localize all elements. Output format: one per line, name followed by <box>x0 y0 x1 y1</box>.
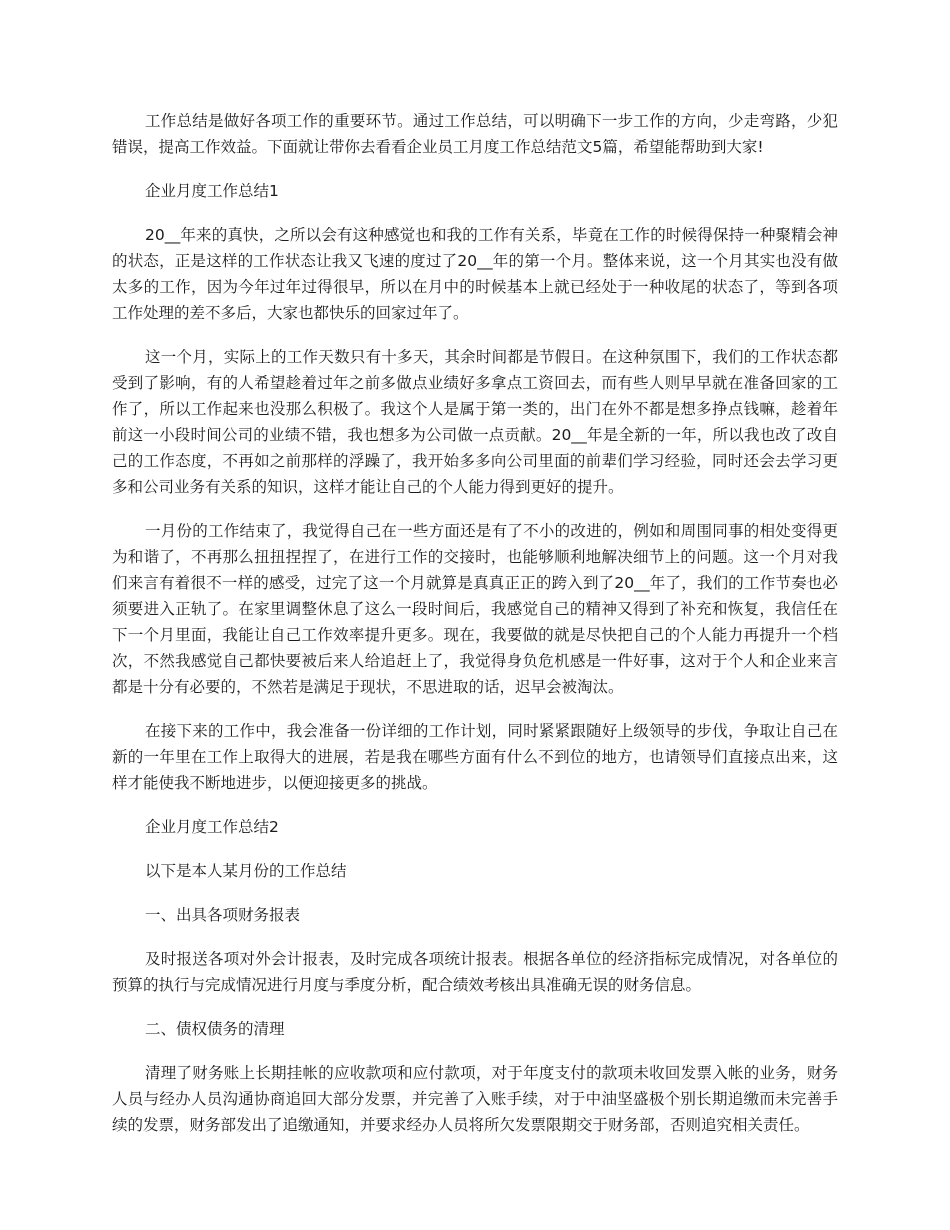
subsection-title: 二、债权债务的清理 <box>145 1020 285 1038</box>
body-paragraph: 20__年来的真快，之所以会有这种感觉也和我的工作有关系，毕竟在工作的时候得保持一种聚精会神的状态，正是这样的工作状态让我又飞速的度过了20__年的第一个月。整体来说，这一个月其实也没有做太多的工作，因为今年过年过得很早，所以在月中的时候基本上就已经处于一种收尾的状态了，等到各项工作处理的差不多后，大家也都快乐的回家过年了。 <box>112 226 838 322</box>
body-paragraph: 这一个月，实际上的工作天数只有十多天，其余时间都是节假日。在这种氛围下，我们的工作状态都受到了影响，有的人希望趁着过年之前多做点业绩好多拿点工资回去，而有些人则早早就在准备回家的工作了，所以工作起来也没那么积极了。我这个人是属于第一类的，出门在外不都是想多挣点钱嘛，趁着年前这一小段时间公司的业绩不错，我也想多为公司做一点贡献。20__年是全新的一年，所以我也改了改自己的工作态度，不再如之前那样的浮躁了，我开始多多向公司里面的前辈们学习经验，同时还会去学习更多和公司业务有关系的知识，这样才能让自己的个人能力得到更好的提升。 <box>112 348 838 496</box>
intro-paragraph: 工作总结是做好各项工作的重要环节。通过工作总结，可以明确下一步工作的方向，少走弯路，少犯错误，提高工作效益。下面就让带你去看看企业员工月度工作总结范文5篇，希望能帮助到大家! <box>112 112 838 156</box>
section-title-1: 企业月度工作总结1 <box>145 182 279 200</box>
body-paragraph: 在接下来的工作中，我会准备一份详细的工作计划，同时紧紧跟随好上级领导的步伐，争取让自己在新的一年里在工作上取得大的进展，若是我在哪些方面有什么不到位的地方，也请领导们直接点出来，这样才能使我不断地进步，以便迎接更多的挑战。 <box>112 722 838 792</box>
body-paragraph: 及时报送各项对外会计报表，及时完成各项统计报表。根据各单位的经济指标完成情况，对各单位的预算的执行与完成情况进行月度与季度分析，配合绩效考核出具准确无误的财务信息。 <box>112 950 838 994</box>
section-title-2: 企业月度工作总结2 <box>145 818 279 836</box>
body-paragraph: 以下是本人某月份的工作总结 <box>145 862 347 880</box>
subsection-title: 一、出具各项财务报表 <box>145 906 301 924</box>
body-paragraph: 清理了财务账上长期挂帐的应收款项和应付款项，对于年度支付的款项未收回发票入帐的业务，财务人员与经办人员沟通协商追回大部分发票，并完善了入账手续，对于中油坚盛极个别长期追缴而未完善手续的发票，财务部发出了追缴通知，并要求经办人员将所欠发票限期交于财务部，否则追究相关责任。 <box>112 1064 838 1134</box>
document-body <box>112 108 838 1156</box>
body-paragraph: 一月份的工作结束了，我觉得自己在一些方面还是有了不小的改进的，例如和周围同事的相处变得更为和谐了，不再那么扭扭捏捏了，在进行工作的交接时，也能够顺利地解决细节上的问题。这一个月对我们来言有着很不一样的感受，过完了这一个月就算是真真正正的跨入到了20__年了，我们的工作节奏也必须要进入正轨了。在家里调整休息了这么一段时间后，我感觉自己的精神又得到了补充和恢复，我信任在下一个月里面，我能让自己工作效率提升更多。现在，我要做的就是尽快把自己的个人能力再提升一个档次，不然我感觉自己都快要被后来人给追赶上了，我觉得身负危机感是一件好事，这对于个人和企业来言都是十分有必要的，不然若是满足于现状，不思进取的话，迟早会被淘汰。 <box>112 522 838 696</box>
